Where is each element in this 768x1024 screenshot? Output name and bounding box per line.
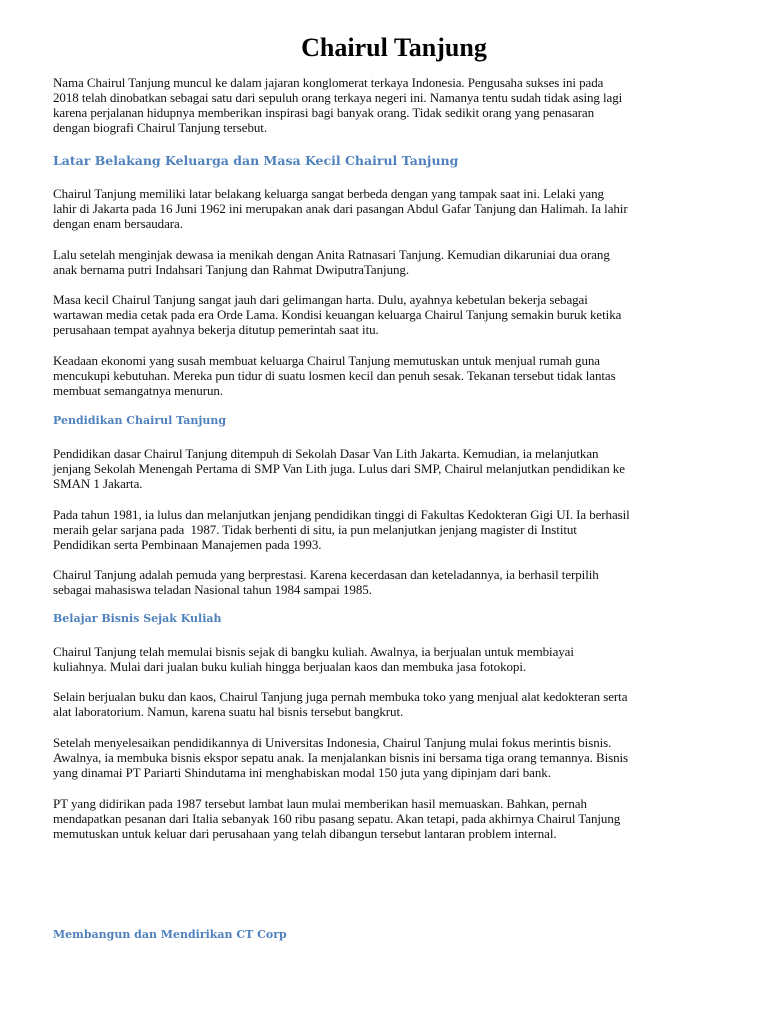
text-line: dengan biografi Chairul Tanjung tersebut. xyxy=(53,120,267,135)
paragraph xyxy=(53,292,743,337)
paragraph xyxy=(53,796,743,841)
text-line: Masa kecil Chairul Tanjung sangat jauh dari gelimangan harta. Dulu, ayahnya kebetulan bekerja sebagai xyxy=(53,292,588,307)
text-line: yang dinamai PT Pariarti Shindutama ini menghabiskan modal 150 juta yang dipinjam dari bank. xyxy=(53,765,551,780)
text-line: Selain berjualan buku dan kaos, Chairul Tanjung juga pernah membuka toko yang menjual alat kedokteran serta xyxy=(53,689,628,704)
text-line: PT yang didirikan pada 1987 tersebut lambat laun mulai memberikan hasil memuaskan. Bahkan, pernah xyxy=(53,796,587,811)
text-line: Pendidikan serta Pembinaan Manajemen pada 1993. xyxy=(53,537,322,552)
text-line: Pendidikan dasar Chairul Tanjung ditempuh di Sekolah Dasar Van Lith Jakarta. Kemudian, ia melanjutkan xyxy=(53,446,599,461)
section-heading-belajar-bisnis: Belajar Bisnis Sejak Kuliah xyxy=(53,612,222,625)
text-line: Chairul Tanjung telah memulai bisnis sejak di bangku kuliah. Awalnya, ia berjualan untuk membiayai xyxy=(53,644,574,659)
paragraph xyxy=(53,186,743,231)
text-line: Chairul Tanjung adalah pemuda yang berprestasi. Karena kecerdasan dan keteladannya, ia berhasil terpilih xyxy=(53,567,599,582)
text-line: mendapatkan pesanan dari Italia sebanyak 160 ribu pasang sepatu. Akan tetapi, pada akhirnya Chairul Tanjung xyxy=(53,811,621,826)
paragraph xyxy=(53,353,743,398)
paragraph xyxy=(53,567,743,597)
text-line: lahir di Jakarta pada 16 Juni 1962 ini merupakan anak dari pasangan Abdul Gafar Tanjung dan Halimah. Ia lahir xyxy=(53,201,628,216)
text-line: kuliahnya. Mulai dari jualan buku kuliah hingga berjualan kaos dan membuka jasa fotokopi. xyxy=(53,659,527,674)
text-line: mencukupi kebutuhan. Mereka pun tidur di suatu losmen kecil dan penuh sesak. Tekanan tersebut tidak lantas xyxy=(53,368,616,383)
text-line: Lalu setelah menginjak dewasa ia menikah dengan Anita Ratnasari Tanjung. Kemudian dikaruniai dua orang xyxy=(53,247,610,262)
text-line: membuat semangatnya menurun. xyxy=(53,383,223,398)
text-line: perusahaan tempat ayahnya bekerja ditutup pemerintah saat itu. xyxy=(53,322,379,337)
text-line: Chairul Tanjung memiliki latar belakang keluarga sangat berbeda dengan yang tampak saat ini. Lelaki yang xyxy=(53,186,604,201)
text-line: 2018 telah dinobatkan sebagai satu dari sepuluh orang terkaya negeri ini. Namanya tentu sudah tidak asing lagi xyxy=(53,90,623,105)
text-line: wartawan media cetak pada era Orde Lama. Kondisi keuangan keluarga Chairul Tanjung semakin buruk ketika xyxy=(53,307,622,322)
text-line: meraih gelar sarjana pada 1987. Tidak berhenti di situ, ia pun melanjutkan jenjang magister di Institut xyxy=(53,522,577,537)
text-line: Keadaan ekonomi yang susah membuat keluarga Chairul Tanjung memutuskan untuk menjual rumah guna xyxy=(53,353,600,368)
section-heading-ct-corp: Membangun dan Mendirikan CT Corp xyxy=(53,928,287,941)
section-heading-latar-belakang: Latar Belakang Keluarga dan Masa Kecil Chairul Tanjung xyxy=(53,153,459,168)
document-title: Chairul Tanjung xyxy=(301,33,487,62)
text-line: memutuskan untuk keluar dari perusahaan yang telah dibangun tersebut lantaran problem internal. xyxy=(53,826,557,841)
text-line: jenjang Sekolah Menengah Pertama di SMP Van Lith juga. Lulus dari SMP, Chairul melanjutkan pendidikan ke xyxy=(53,461,625,476)
paragraph xyxy=(53,507,743,552)
text-line: anak bernama putri Indahsari Tanjung dan Rahmat DwiputraTanjung. xyxy=(53,262,409,277)
text-line: alat laboratorium. Namun, karena suatu hal bisnis tersebut bangkrut. xyxy=(53,704,404,719)
text-line: dengan enam bersaudara. xyxy=(53,216,183,231)
paragraph xyxy=(53,644,743,674)
intro-paragraph xyxy=(53,75,743,135)
paragraph xyxy=(53,446,743,491)
text-line: SMAN 1 Jakarta. xyxy=(53,476,143,491)
paragraph xyxy=(53,735,743,780)
text-line: Setelah menyelesaikan pendidikannya di Universitas Indonesia, Chairul Tanjung mulai fokus merintis bisnis. xyxy=(53,735,612,750)
text-line: sebagai mahasiswa teladan Nasional tahun 1984 sampai 1985. xyxy=(53,582,372,597)
text-line: Pada tahun 1981, ia lulus dan melanjutkan jenjang pendidikan tinggi di Fakultas Kedokteran Gigi UI. Ia berhasil xyxy=(53,507,630,522)
paragraph xyxy=(53,689,743,719)
paragraph xyxy=(53,247,743,277)
section-heading-pendidikan: Pendidikan Chairul Tanjung xyxy=(53,414,227,427)
text-line: Nama Chairul Tanjung muncul ke dalam jajaran konglomerat terkaya Indonesia. Pengusaha sukses ini pada xyxy=(53,75,604,90)
text-line: karena perjalanan hidupnya memberikan inspirasi bagi banyak orang. Tidak sedikit orang yang penasaran xyxy=(53,105,595,120)
text-line: Awalnya, ia membuka bisnis ekspor sepatu anak. Ia menjalankan bisnis ini bersama tiga orang temannya. Bisnis xyxy=(53,750,629,765)
